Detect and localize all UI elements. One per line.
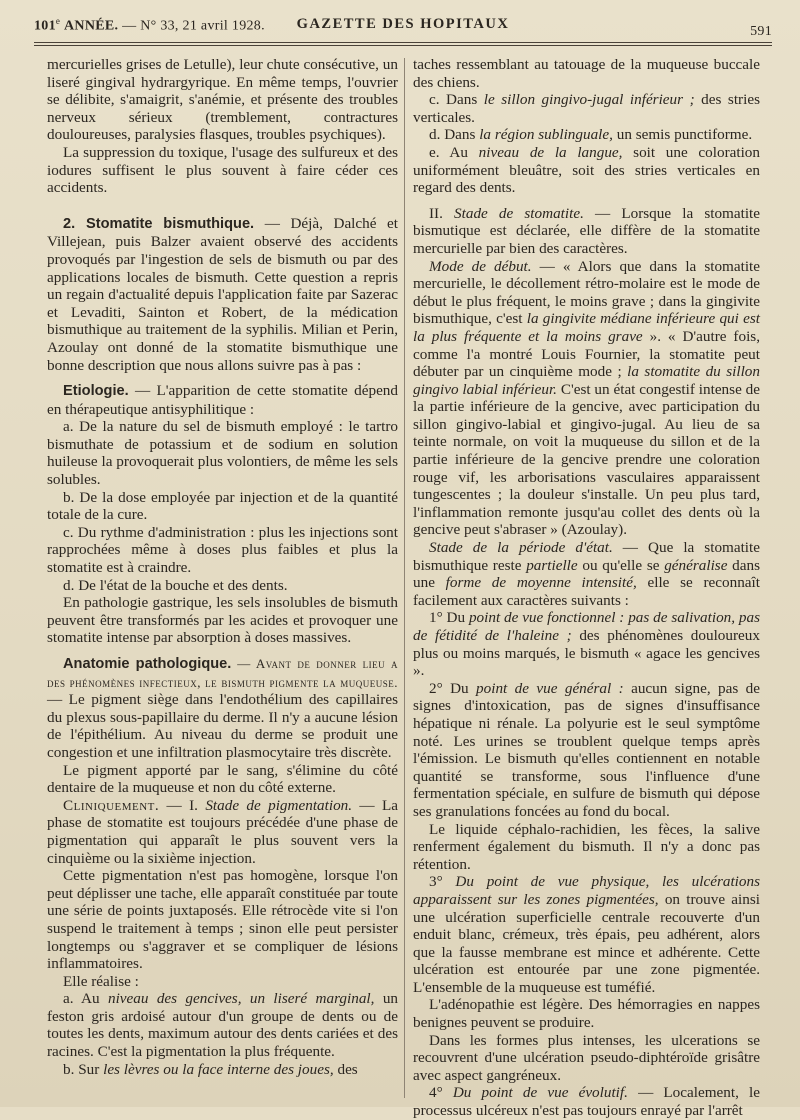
list-item: 3° Du point de vue physique, les ulcérations apparaissent sur les zones pigmentées, on trouve ainsi une ulcération superficielle centrale recouverte d'un enduit blanc, crémeux, très épais, peu adhérent, alors que la fausse membrane est mince et adhérente. Cette ulcération est entourée par une zone pigmentée. L'ensemble de la muqueuse est tuméfié. bbox=[413, 873, 760, 996]
list-item: 4° Du point de vue évolutif. — Localement, le processus ulcéreux n'est pas toujours enrayé par l'arrêt bbox=[413, 1084, 760, 1120]
paragraph: Dans les formes plus intenses, les ulcerations se recouvrent d'une ulcération pseudo-diphtéroïde grisâtre avec aspect gangréneux. bbox=[413, 1031, 760, 1084]
list-item: b. Sur les lèvres ou la face interne des joues, des bbox=[63, 1060, 358, 1078]
paragraph: mercurielles grises de Letulle), leur chute consécutive, un liseré gingival hydrargyrique. En même temps, l'ouvrier se délibite, s'amaigrit, s'anémie, et présente des troubles nerveux sérieux (tremblement, contractures douloureuses, paralysies flasques, troubles psychiques). bbox=[47, 56, 398, 144]
paragraph-periode-etat: Stade de la période d'état. — Que la stomatite bismuthique reste partielle ou qu'elle se généralise dans une forme de moyenne intensité, elle se reconnaît facilement aux caractères suivants : bbox=[413, 539, 761, 609]
paragraph: La suppression du toxique, l'usage des sulfureux et des iodures suffisent le plus souvent à faire céder ces accidents. bbox=[47, 143, 398, 197]
page-number: 591 bbox=[750, 24, 772, 39]
list-item: d. Dans la région sublinguale, un semis punctiforme. bbox=[429, 126, 753, 144]
column-divider bbox=[404, 58, 405, 1098]
list-item: 2° Du point de vue général : aucun signe, pas de signes d'intoxication, pas de signes d'insuffisance hépatique ni rénale. La polyurie est le seul symptôme noté. Les urines se troublent quelque temps après l'émission. Le bismuth qu'elles contiennent en notable quantité se transforme, sous l'influence d'une fermentation spéciale, en sulfure de bismuth qui dépose ses granulations foncées au fond du bocal. bbox=[413, 679, 760, 820]
paragraph: En pathologie gastrique, les sels insolubles de bismuth peuvent être transformés par les acides et provoquer une stomatite intense par absorption à doses massives. bbox=[47, 594, 398, 647]
paragraph: Cette pigmentation n'est pas homogène, lorsque l'on peut déplisser une tache, elle apparaît constituée par toute une série de points juxtaposés. Elle rétrocède vite si l'on suspend le traitement à temps ; sinon elle peut persister longtemps ou s'aggraver et se compliquer de lésions inflammatoires. bbox=[47, 867, 398, 973]
header-rule-double bbox=[34, 45, 772, 46]
section-stomatite-bismuthique: 2. Stomatite bismuthique. — Déjà, Dalché et Villejean, puis Balzer avaient observé des accidents provoqués par l'ingestion de sels de bismuth ou par des applications locales de bismuth. Cette question a repris un regain d'actualité depuis l'application faite par Sazerac et Levaditi, Sainton et Robert, de la médication bismuthique au traitement de la syphilis. Milian et Perin, Azoulay ont donné de la stomatite bismuthique une bonne description que nous allons suivre pas à pas : bbox=[47, 214, 399, 374]
section-cliniquement: Cliniquement. — I. Stade de pigmentation. — La phase de stomatite est toujours précédée d'une phase de pigmentation qui apparaît le plus souvent vers la cinquième ou la sixième injection. bbox=[47, 796, 398, 867]
section-anatomie-pathologique: Anatomie pathologique. — Avant de donner lieu a des phénomènes infectieux, le bismuth pigmente la muqueuse. — Le pigment siège dans l'endothélium des capillaires du plexus sous-papillaire du derme. Il n'y a aucune lésion de l'épithélium. Au niveau du derme se produit une congestion et une infiltration plasmocytaire très discrète. bbox=[47, 656, 398, 761]
list-item: e. Au niveau de la langue, soit une coloration uniformément bleuâtre, soit des stries verticales en regard des dents. bbox=[413, 143, 760, 197]
list-item: a. Au niveau des gencives, un liseré marginal, un feston gris ardoisé autour d'un groupe de dents ou de toutes les dents, maximum autour des dents cariées et des racines. C'est la pigmentation la plus fréquente. bbox=[47, 990, 398, 1061]
journal-title: GAZETTE DES HOPITAUX bbox=[296, 16, 510, 32]
list-item: 1° Du point de vue fonctionnel : pas de salivation, pas de fétidité de l'haleine ; des phénomènes douloureux plus ou moins marqués, le bismuth « agace les gencives ». bbox=[413, 609, 760, 680]
page-header bbox=[34, 14, 772, 40]
paragraph: Le liquide céphalo-rachidien, les fèces, la salive renferment également du bismuth. Il n'y a donc pas rétention. bbox=[413, 820, 760, 873]
paragraph: L'adénopathie est légère. Des hémorragies en nappes benignes peuvent se produire. bbox=[413, 996, 760, 1032]
list-item: b. De la dose employée par injection et de la quantité totale de la cure. bbox=[47, 488, 398, 524]
list-item: c. Du rythme d'administration : plus les injections sont rapprochées même à doses plus faibles et plus la stomatite est à craindre. bbox=[47, 523, 398, 577]
right-column bbox=[413, 56, 760, 1120]
section-stade-stomatite: II. Stade de stomatite. — Lorsque la stomatite bismutique est déclarée, elle diffère de la stomatite mercurielle par bien des caractères. bbox=[413, 204, 760, 257]
paragraph: Le pigment apporté par le sang, s'élimine du côté dentaire de la muqueuse et non du côté externe. bbox=[47, 761, 398, 797]
list-item: d. De l'état de la bouche et des dents. bbox=[63, 576, 288, 594]
list-item: a. De la nature du sel de bismuth employé : le tartro bismuthate de potassium et de sodium en solution huileuse la provoquerait plus volontiers, de même les sels solubles. bbox=[47, 418, 398, 489]
paragraph-mode-debut: Mode de début. — « Alors que dans la stomatite mercurielle, le décollement rétro-molaire est le mode de début le plus fréquent, le moins grave ; dans la gingivite bismuthique, c'est la gingivite médiane inférieure qui est la plus fréquente et la moins grave ». « D'autre fois, comme l'a montré Louis Fournier, la stomatite peut débuter par un cinquième mode ; la stomatite du sillon gingivo labial inférieur. C'est un état congestif intense de la partie inférieure de la gencive, avec participation du sillon gingivo-labial et gingivo-jugal. Au lieu de sa teinte normale, on voit la muqueuse du sillon et de la partie inférieure de la gencive prendre une coloration rouge vif, les arborisations vasculaires apparaissent tungescentes ; la douleur s'installe. Un peu plus tard, l'inflammation remonte jusqu'au collet des dents où la gencive peut s'abraser » (Azoulay). bbox=[413, 257, 761, 539]
paragraph: taches ressemblant au tatouage de la muqueuse buccale des chiens. bbox=[413, 56, 760, 91]
issue-info: 101e ANNÉE. — N° 33, 21 avril 1928. bbox=[34, 16, 265, 34]
header-rule bbox=[34, 42, 772, 43]
section-etiologie: Etiologie. — L'apparition de cette stomatite dépend en thérapeutique antisyphilitique : bbox=[47, 382, 398, 418]
list-item: c. Dans le sillon gingivo-jugal inférieur ; des stries verticales. bbox=[413, 91, 760, 126]
left-column bbox=[47, 56, 398, 1078]
paragraph: Elle réalise : bbox=[63, 972, 139, 990]
